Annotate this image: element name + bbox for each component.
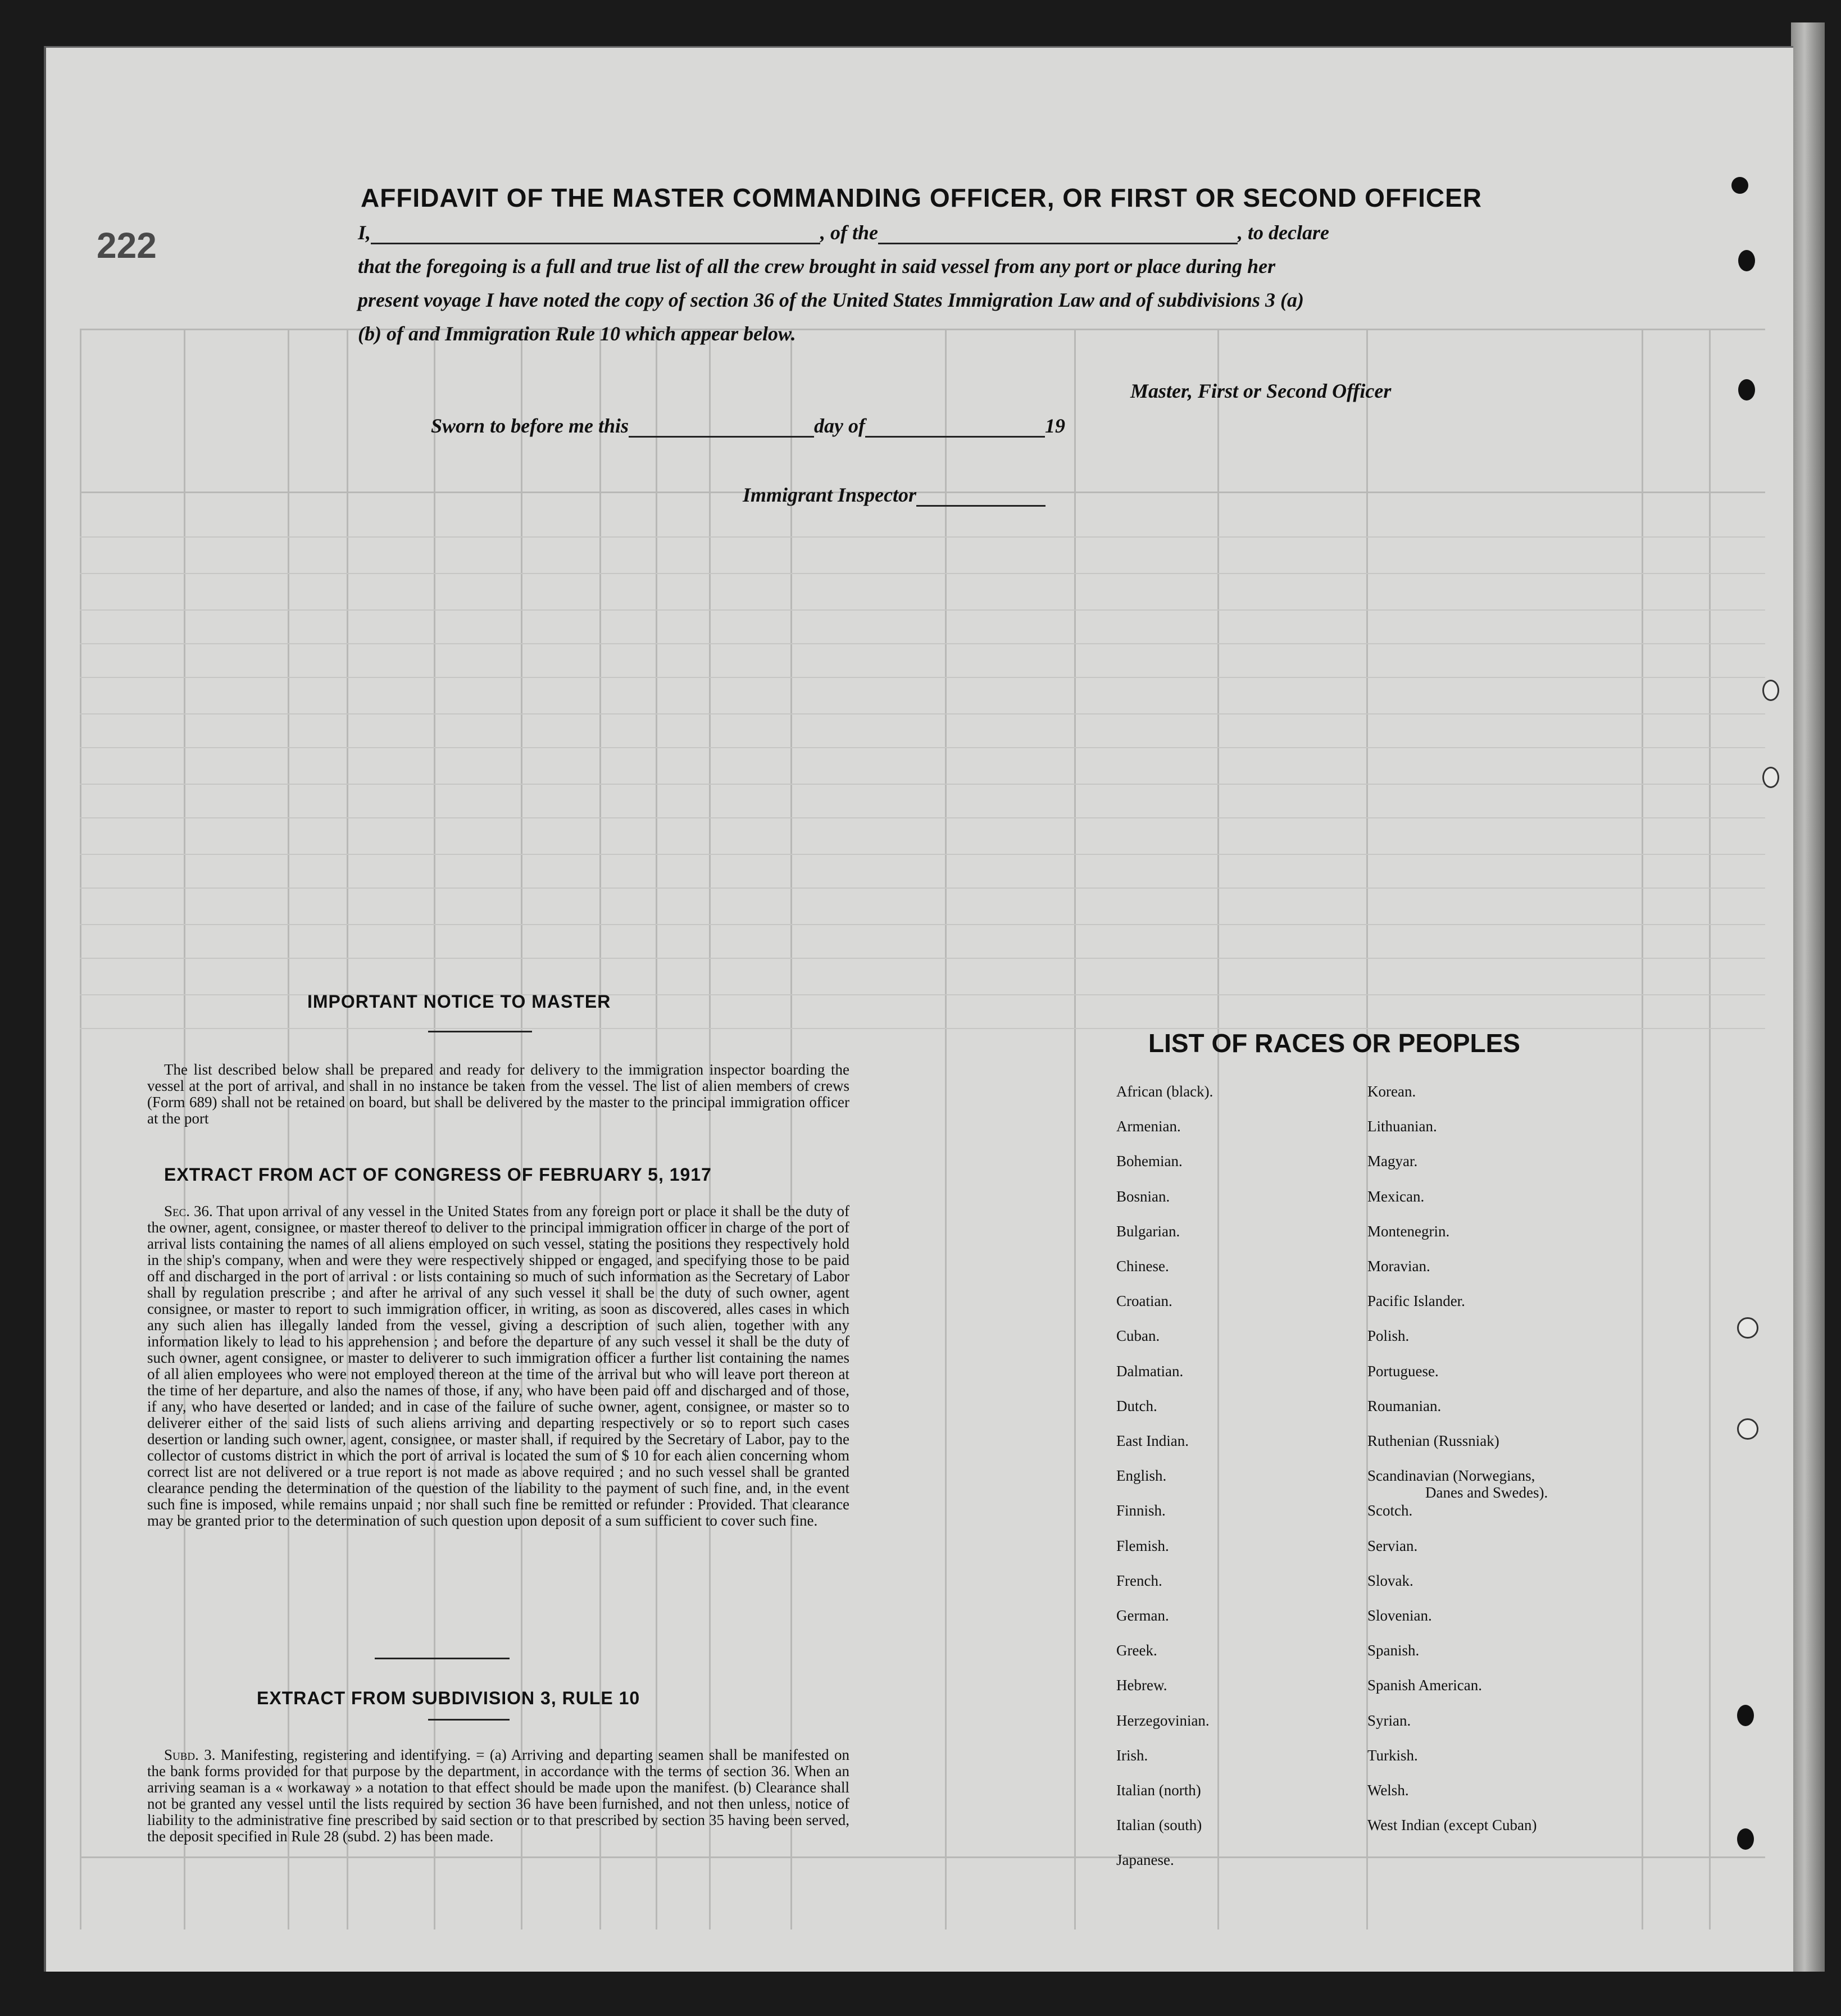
race-item: Croatian.	[1116, 1293, 1172, 1310]
binder-hole-icon	[1731, 177, 1748, 194]
race-item: Pacific Islander.	[1367, 1293, 1465, 1310]
race-item: Moravian.	[1367, 1258, 1430, 1275]
race-item: Bohemian.	[1116, 1153, 1183, 1170]
binder-hole-icon	[1737, 1828, 1754, 1850]
binder-hole-icon	[1738, 250, 1755, 271]
race-item: Mexican.	[1367, 1187, 1425, 1205]
section-36-text: That upon arrival of any vessel in the United States from any foreign port or place it shall be the duty of the owner, agent, consignee, or master thereof to deliver to the principal immigration officer in charge of the port of arrival lists containing the names of all aliens employed on such vessel, stating the positions they respectively hold in the ship's company, when and were they were respectively shipped or engaged, and specifying those to be paid off and discharged in the port of arrival : or lists containing so much of such information as the Secretary of Labor shall by regulation prescribe ; and after he arrival of any such vessel it shall be the duty of such owner, agent consignee, or master to report to such immigration officer, in writing, as soon as discovered, alles cases in which any such alien has illegally landed from the vessel, giving a description of such alien, together with any information likely to lead to his apprehension ; and before the departure of any such vessel it shall be the duty of such owner, agent consignee, or master to deliverer to such immigration officer a further list containing the names of all alien employees who were not employed thereon at the time of the arrival but who will leave port thereon at the time of her departure, and also the names of those, if any, who have been paid off and discharged and of those, if any, who have deserted or landed; and in case of the failure of suche owner, agent, consignee, or master so to deliverer either of the said lists of such aliens arriving and departing respectively or so to report such cases desertion or landing such owner, agent, consignee, or master shall, if required by the Secretary of Labor, pay to the collector of customs district in which the port of arrival is located the sum of $ 10 for each alien concerning whom correct list are not delivered or a true report is not made as above required ; and no such vessel shall be granted clearance pending the determination of the question of the liability to the payment of such fine, and, in the event such fine is imposed, while remains unpaid ; nor shall such fine be remitted or refunder : Provided. That clearance may be granted prior to the determination of such question upon deposit of a sum sufficient to cover such fine.	[147, 1203, 849, 1529]
race-item: Slovenian.	[1367, 1607, 1432, 1624]
race-item: Greek.	[1116, 1642, 1157, 1659]
race-item: French.	[1116, 1572, 1162, 1589]
stamp-number: 222	[97, 225, 157, 266]
race-item: West Indian (except Cuban)	[1367, 1817, 1537, 1834]
affidavit-line-2: that the foregoing is a full and true list of all the crew brought in said vessel from any port or place during her	[358, 255, 1276, 277]
vessel-blank[interactable]	[878, 226, 1238, 244]
race-item: Finnish.	[1116, 1502, 1166, 1519]
race-item: Roumanian.	[1367, 1397, 1442, 1414]
affidavit-line-3: present voyage I have noted the copy of section 36 of the United States Immigration Law and of subdivisions 3 (a)	[358, 289, 1304, 311]
race-item: Flemish.	[1116, 1537, 1169, 1554]
race-item: Bulgarian.	[1116, 1222, 1180, 1240]
extract-rule-title: EXTRACT FROM SUBDIVISION 3, RULE 10	[257, 1688, 640, 1708]
race-item: Spanish American.	[1367, 1677, 1482, 1694]
race-item: Lithuanian.	[1367, 1118, 1437, 1135]
race-item: Portuguese.	[1367, 1362, 1439, 1380]
sworn-line	[431, 414, 1386, 438]
race-item: Montenegrin.	[1367, 1222, 1450, 1240]
sworn-label: Sworn to before me this	[431, 415, 629, 437]
notice-title: IMPORTANT NOTICE TO MASTER	[307, 991, 611, 1012]
inspector-line	[743, 483, 1045, 507]
affidavit-of-the-label: , of the	[820, 221, 879, 244]
race-item: Italian (south)	[1116, 1817, 1202, 1834]
race-item: Armenian.	[1116, 1118, 1181, 1135]
binder-hole-icon	[1737, 1705, 1754, 1726]
affidavit-title: AFFIDAVIT OF THE MASTER COMMANDING OFFICER, OR FIRST OR SECOND OFFICER	[361, 183, 1482, 212]
signature-label: Master, First or Second Officer	[1130, 380, 1392, 402]
race-item: East Indian.	[1116, 1432, 1189, 1449]
race-item: Italian (north)	[1116, 1782, 1201, 1799]
affidavit-line-1	[358, 221, 1481, 244]
year-prefix: 19	[1045, 415, 1066, 437]
divider	[428, 1031, 532, 1032]
race-item: Slovak.	[1367, 1572, 1413, 1589]
affidavit-line-4: (b) of and Immigration Rule 10 which appear below.	[358, 322, 796, 345]
race-item: Magyar.	[1367, 1153, 1418, 1170]
binder-hole-icon	[1737, 1418, 1758, 1440]
divider	[428, 1719, 510, 1721]
binder-hole-icon	[1737, 1317, 1758, 1339]
race-item: Cuban.	[1116, 1327, 1160, 1345]
sworn-day-blank[interactable]	[629, 419, 814, 438]
race-item: African (black).	[1116, 1083, 1213, 1100]
binder-hole-icon	[1738, 379, 1755, 401]
binder-hole-icon	[1762, 767, 1779, 788]
affidavit-declare-label: , to declare	[1238, 221, 1329, 244]
race-item: Chinese.	[1116, 1258, 1169, 1275]
name-blank[interactable]	[371, 226, 820, 244]
extract-act-title: EXTRACT FROM ACT OF CONGRESS OF FEBRUARY 5, 1917	[164, 1164, 712, 1185]
affidavit-i-label: I,	[358, 221, 371, 244]
race-item: Polish.	[1367, 1327, 1410, 1345]
race-item: Danes and Swedes).	[1425, 1484, 1548, 1501]
inspector-blank[interactable]	[916, 488, 1045, 507]
subdivision-text: Manifesting, registering and identifying. = (a) Arriving and departing seamen shall be manifested on the bank forms provided for that purpose by the department, in accordance with the terms of section 36. When an arriving seaman is a « workaway » a notation to that effect should be made upon the manifest. (b) Clearance shall not be granted any vessel until the lists required by section 36 have been furnished, and not then unless, notice of liability to the administrative fine prescribed by said section or to that prescribed by section 35 having been served, the deposit specified in Rule 28 (subd. 2) has been made.	[147, 1746, 850, 1845]
section-lead: Sec. 36.	[164, 1203, 213, 1219]
subdivision-lead: Subd. 3.	[164, 1746, 216, 1763]
race-item: Bosnian.	[1116, 1187, 1170, 1205]
race-item: Dalmatian.	[1116, 1362, 1184, 1380]
race-item: Servian.	[1367, 1537, 1418, 1554]
races-title: LIST OF RACES OR PEOPLES	[1148, 1029, 1520, 1058]
race-item: Welsh.	[1367, 1782, 1409, 1799]
race-item: Scandinavian (Norwegians,	[1367, 1467, 1535, 1485]
document-sheet	[44, 46, 1793, 1972]
race-item: Dutch.	[1116, 1397, 1157, 1414]
race-item: Hebrew.	[1116, 1677, 1167, 1694]
notice-text: The list described below shall be prepared and ready for delivery to the immigration inspector boarding the vessel at the port of arrival, and shall in no instance be taken from the vessel. The list of alien members of crews (Form 689) shall not be retained on board, but shall be delivered by the master to the principal immigration officer at the port	[147, 1061, 849, 1127]
race-item: English.	[1116, 1467, 1167, 1485]
divider	[375, 1658, 510, 1659]
race-item: Japanese.	[1116, 1851, 1174, 1869]
race-item: Syrian.	[1367, 1712, 1411, 1729]
race-item: Korean.	[1367, 1083, 1416, 1100]
race-item: German.	[1116, 1607, 1169, 1624]
race-item: Irish.	[1116, 1746, 1148, 1764]
inspector-label: Immigrant Inspector	[743, 484, 917, 506]
binder-hole-icon	[1762, 680, 1779, 701]
race-item: Scotch.	[1367, 1502, 1413, 1519]
extract-act-body	[147, 1203, 849, 1529]
race-item: Ruthenian (Russniak)	[1367, 1432, 1499, 1449]
race-item: Turkish.	[1367, 1746, 1418, 1764]
sworn-month-blank[interactable]	[865, 419, 1045, 438]
extract-rule-body	[147, 1747, 849, 1845]
page-edge-shadow	[1791, 22, 1825, 1972]
race-item: Herzegovinian.	[1116, 1712, 1210, 1729]
day-of-label: day of	[814, 415, 866, 437]
race-item: Spanish.	[1367, 1642, 1420, 1659]
